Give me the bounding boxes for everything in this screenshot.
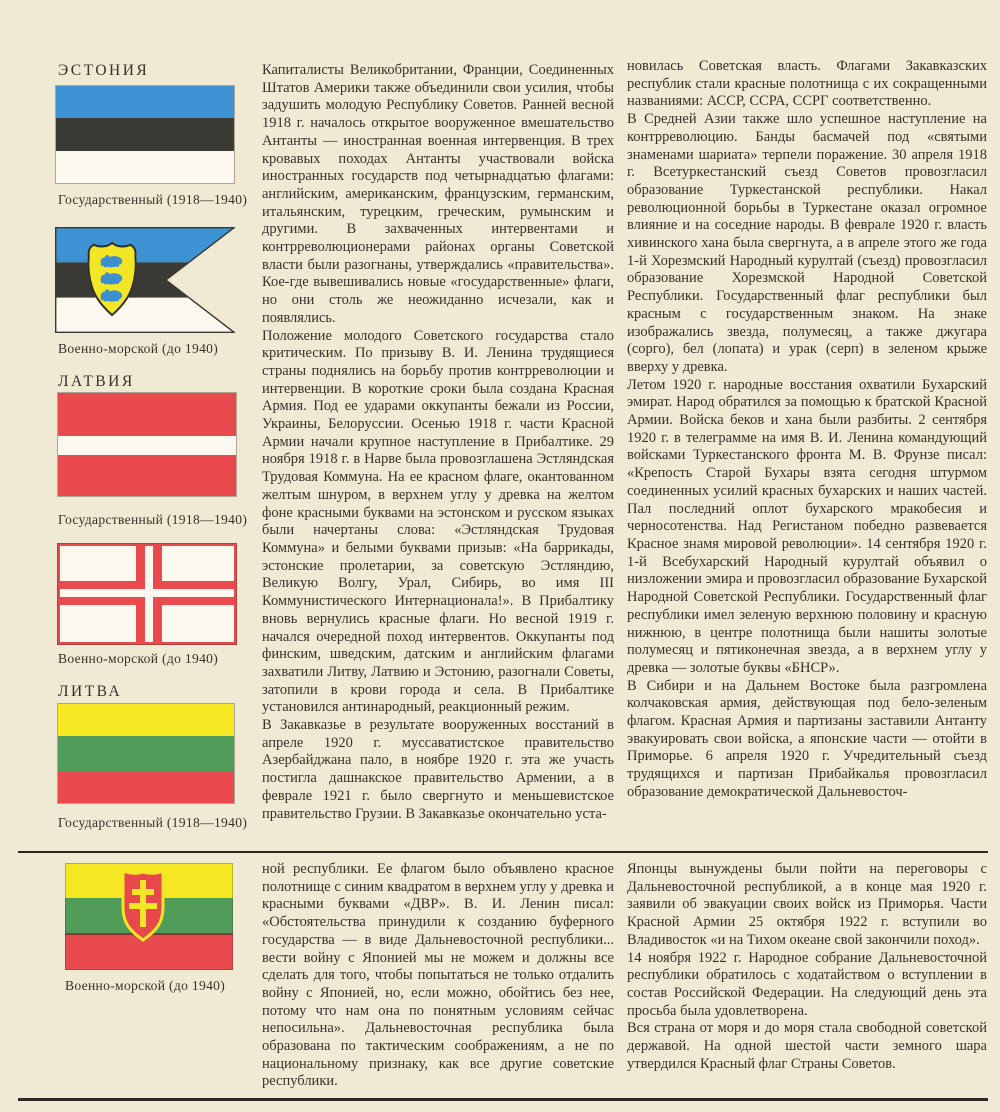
paragraph: В Средней Азии также шло успешное наступление на контрреволюцию. Банды басмачей под «святыми знаменами шариата» терпели поражение. 30 апреля 1918 г. Всетуркестанский съезд Советов провозгласил образование Туркестанской республики. Накал революционной борьбы в Туркестане оказал огромное влияние и на соседние народы. В феврале 1920 г. власть хивинского хана была свергнута, а в апреле этого же года 1-й Хорезмский Народный курултай (съезд) провозгласил образование Хорезмской Народной Советской Республики. Государственный флаг республики был красным с государственным знаком. На знаке изображались звезда, полумесяц, а также джугара (сорго), бел (лопата) и урак (серп) в зеленом крыже вверху у древка. [627, 111, 987, 375]
estonia-state-flag-image [55, 85, 235, 184]
latvia-stripe-red-bottom [58, 455, 236, 496]
flags-panel [0, 0, 250, 1112]
flag-caption: Военно-морской (до 1940) [65, 978, 226, 993]
flag-caption: Военно-морской (до 1940) [58, 651, 219, 666]
paragraph: Положение молодого Советского государства стало критическим. По призыву В. И. Ленина трудящиеся страны поднялись на борьбу против контрреволюции и интервенции. В короткие сроки была создана Красная Армия. Под ее ударами оккупанты бежали из России, Украины, Белоруссии. Осенью 1918 г. части Красной Армии начали крупное наступление в Прибалтике. 29 ноября 1918 г. в Нарве была провозглашена Эстляндская Трудовая Коммуна. На ее красном флаге, окантованном желтым шнуром, в верхнем углу у древка на желтом фоне красными буквами на эстонском и русском языках были начертаны слова: «Эстляндская Трудовая Коммуна» и белыми буквами призыв: «На баррикады, эстонские пролетарии, за советскую Эстляндию, Великую Волгу, Урал, Сибирь, во имя III Коммунистического Интернационала!». В Прибалтику вновь вернулись красные флаги. Но весной 1919 г. начался очередной поход интервентов. Оккупанты под финским, шведским, датским и английским флагами захватили Литву, Латвию и Эстонию, разогнали Советы, затопили в крови города и села. В Прибалтике установился антинародный, реакционный режим. [262, 327, 614, 716]
article-column-center-top [262, 62, 614, 823]
estonia-stripe-blue [56, 86, 234, 118]
latvia-naval-flag-svg [57, 543, 237, 645]
paragraph: В Закавказье в результате вооруженных восстаний в апреле 1920 г. муссаватистское правительство Азербайджана пало, в ноябре 1920 г. эта же участь постигла дашнакское правительство Армении, а в феврале 1921 г. было свергнуто и меньшевистское правительство Грузии. В Закавказье окончательно уста- [262, 717, 614, 822]
latvia-stripe-white [58, 436, 236, 456]
paragraph: Капиталисты Великобритании, Франции, Соединенных Штатов Америки также объединили свои усилия, чтобы задушить молодую Республику Советов. Ранней весной 1918 г. началось открытое вооруженное вмешательство Антанты — иностранная военная интервенция. В трех кровавых походах Антанты участвовали войска иностранных государств под четырнадцатью флагами: английским, американским, французским, германским, итальянским, турецким, греческим, румынским и другими. В захваченных интервентами и контрреволюционерами районах органы Советской власти были разогнаны, утверждались «правительства». Кое-где вывешивались новые «государственные» флаги, но они столь же неожиданно исчезали, как и появлялись. [262, 62, 614, 326]
estonia-stripe-black [56, 118, 234, 150]
paragraph: Японцы вынуждены были пойти на переговоры с Дальневосточной республикой, а в конце мая 1920 г. заявили об эвакуации своих войск из Приморья. Части Красной Армии 25 октября 1922 г. вступили во Владивосток «и на Тихом океане свой закончили поход». [627, 861, 987, 948]
estonia-stripe-white [56, 151, 234, 183]
article-column-center-bottom [262, 861, 614, 1091]
latvia-naval-flag-image [57, 543, 237, 645]
article-column-right-top [627, 58, 987, 802]
article-column-right-bottom [627, 861, 987, 1073]
paragraph: новилась Советская власть. Флагами Закавказских республик стали красные полотнища с их сокращенными названиями: АССР, ССРА, ССРГ соответственно. [627, 58, 987, 110]
country-heading-estonia: ЭСТОНИЯ [58, 62, 150, 79]
paragraph: 14 ноября 1922 г. Народное собрание Дальневосточной республики обратилось с ходатайством о вступлении в состав Российской Федерации. На следующий день эта просьба была удовлетворена. [627, 949, 987, 1019]
country-heading-latvia: ЛАТВИЯ [58, 373, 135, 390]
paragraph: В Сибири и на Дальнем Востоке была разгромлена колчаковская армия, действующая под бело-зеленым флагом. Красная Армия и партизаны заставили Антанту эвакуировать свои войска, а японские части — отойти в Приморье. 6 апреля 1920 г. Учредительный съезд трудящихся и партизан Прибайкалья провозгласил образование демократической Дальневосточ- [627, 677, 987, 800]
section-divider-rule [18, 851, 988, 853]
flag-caption: Государственный (1918—1940) [58, 815, 248, 830]
country-heading-lithuania: ЛИТВА [58, 683, 123, 700]
flag-caption: Государственный (1918—1940) [58, 192, 248, 207]
paragraph: ной республики. Ее флагом было объявлено красное полотнище с синим квадратом в верхнем углу у древка и красными буквами «ДВР». В. И. Ленин писал: «Обстоятельства принудили к созданию буферного государства — в виде Дальневосточной республики... вести войну с Японией мы не можем и должны все сделать для того, чтобы попытаться не только отдалить войну с Японией, но, если можно, обойтись без нее, потому что нам она по понятным условиям сейчас непосильна». Дальневосточная республика была образована по тактическим соображениям, а не по национальному признаку, как все другие советские республики. [262, 861, 614, 1090]
latvia-state-flag-image [57, 392, 237, 497]
flag-caption: Военно-морской (до 1940) [58, 341, 219, 356]
lithuania-stripe-red [58, 771, 234, 803]
flag-caption: Государственный (1918—1940) [58, 512, 248, 527]
lithuania-naval-flag-svg [65, 863, 233, 970]
paragraph: Вся страна от моря и до моря стала свободной советской державой. На одной шестой части земного шара утвердился Красный флаг Страны Советов. [627, 1020, 987, 1072]
estonia-naval-flag-image [55, 227, 235, 333]
paragraph: Летом 1920 г. народные восстания охватили Бухарский эмират. Народ обратился за помощью к братской Красной Армии. Войска беков и хана были разбиты. 2 сентября 1920 г. в телеграмме на имя В. И. Ленина командующий войсками Туркестанского фронта М. В. Фрунзе писал: «Крепость Старой Бухары взята сегодня штурмом соединенных усилий красных бухарских и наших частей. Пал последний оплот бухарского мракобесия и черносотенства. Над Регистаном победно развевается Красное знамя мировой революции». 14 сентября 1920 г. 1-й Всебухарский Народный курултай объявил о низложении эмира и провозгласил образование Бухарской Народной Советской Республики. Государственный флаг республики имел зеленую верхнюю половину и красную нижнюю, в центре полотнища были нашиты золотые полумесяц и пятиконечная звезда, а в верхнем углу у древка — золотые буквы «БНСР». [627, 376, 987, 676]
lithuania-stripe-green [58, 736, 234, 772]
page-bottom-rule [18, 1098, 988, 1101]
lithuania-stripe-yellow [58, 704, 234, 736]
lithuania-state-flag-image [57, 703, 235, 804]
estonia-naval-flag-svg [55, 227, 235, 333]
lithuania-naval-flag-image [65, 863, 233, 970]
lithuania-naval-shield-icon [123, 871, 163, 940]
latvia-stripe-red-top [58, 393, 236, 436]
